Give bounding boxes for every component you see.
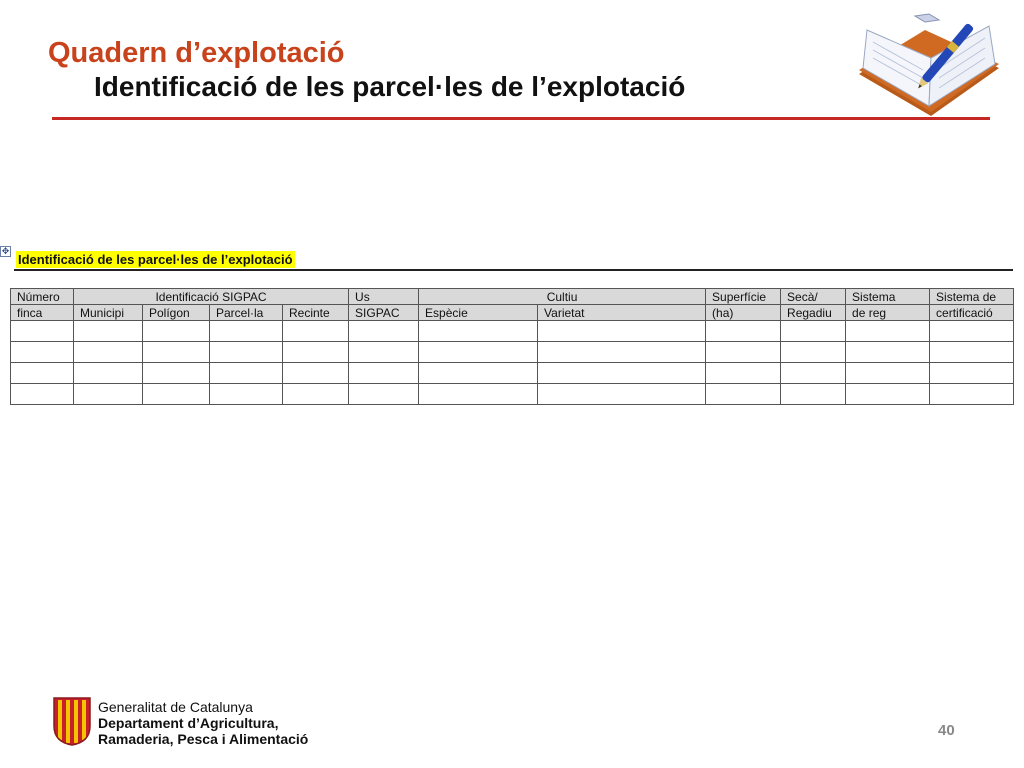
header-finca: finca [11, 305, 74, 321]
table-cell[interactable] [283, 342, 349, 363]
table-cell[interactable] [706, 342, 781, 363]
table-cell[interactable] [781, 363, 846, 384]
table-cell[interactable] [143, 384, 210, 405]
table-cell[interactable] [74, 384, 143, 405]
table-cell[interactable] [419, 342, 538, 363]
header-certificacio: certificació [930, 305, 1014, 321]
table-cell[interactable] [143, 363, 210, 384]
table-cell[interactable] [210, 321, 283, 342]
footer-dept-line1: Departament d’Agricultura, [98, 715, 279, 731]
table-cell[interactable] [930, 384, 1014, 405]
page-number: 40 [938, 722, 955, 739]
header-identificacio-sigpac: Identificació SIGPAC [74, 289, 349, 305]
table-row [11, 321, 1014, 342]
table-cell[interactable] [706, 363, 781, 384]
table-cell[interactable] [11, 363, 74, 384]
slide-subtitle: Identificació de les parcel·les de l’explotació [94, 71, 686, 102]
header-parcela: Parcel·la [210, 305, 283, 321]
table-cell[interactable] [11, 384, 74, 405]
table-cell[interactable] [538, 363, 706, 384]
header-sistema-certificacio: Sistema de [930, 289, 1014, 305]
footer-dept-line2: Ramaderia, Pesca i Alimentació [98, 731, 309, 747]
slide-title: Quadern d’explotació [48, 37, 345, 69]
table-cell[interactable] [781, 342, 846, 363]
header-cultiu: Cultiu [419, 289, 706, 305]
table-cell[interactable] [349, 342, 419, 363]
table-row [11, 363, 1014, 384]
table-move-handle[interactable]: ✥ [1, 246, 10, 256]
table-cell[interactable] [930, 363, 1014, 384]
table-cell[interactable] [781, 384, 846, 405]
footer-org-name: Generalitat de Catalunya [98, 699, 253, 715]
header-poligon: Polígon [143, 305, 210, 321]
table-cell[interactable] [419, 384, 538, 405]
table-heading: Identificació de les parcel·les de l’explotació [18, 252, 293, 267]
table-cell[interactable] [11, 342, 74, 363]
header-superficie: Superfície [706, 289, 781, 305]
table-cell[interactable] [846, 384, 930, 405]
table-cell[interactable] [143, 321, 210, 342]
table-cell[interactable] [11, 321, 74, 342]
table-cell[interactable] [538, 384, 706, 405]
header-regadiu: Regadiu [781, 305, 846, 321]
footer-organization [98, 699, 308, 747]
table-cell[interactable] [283, 321, 349, 342]
title-divider [52, 117, 990, 120]
header-de-reg: de reg [846, 305, 930, 321]
table-cell[interactable] [706, 321, 781, 342]
header-sistema-reg: Sistema [846, 289, 930, 305]
table-cell[interactable] [846, 342, 930, 363]
table-cell[interactable] [283, 384, 349, 405]
table-cell[interactable] [930, 321, 1014, 342]
table-cell[interactable] [74, 342, 143, 363]
header-seca: Secà/ [781, 289, 846, 305]
table-cell[interactable] [846, 321, 930, 342]
header-numero: Número [11, 289, 74, 305]
table-cell[interactable] [349, 384, 419, 405]
table-subheader-row [11, 305, 1014, 321]
table-cell[interactable] [846, 363, 930, 384]
table-cell[interactable] [706, 384, 781, 405]
header-sigpac: SIGPAC [349, 305, 419, 321]
table-cell[interactable] [538, 342, 706, 363]
table-cell[interactable] [74, 363, 143, 384]
table-row [11, 342, 1014, 363]
header-ha: (ha) [706, 305, 781, 321]
table-cell[interactable] [538, 321, 706, 342]
table-cell[interactable] [349, 363, 419, 384]
table-row [11, 384, 1014, 405]
table-cell[interactable] [419, 363, 538, 384]
table-cell[interactable] [210, 363, 283, 384]
table-cell[interactable] [283, 363, 349, 384]
parcel-table [10, 288, 1014, 405]
open-book-with-pen-icon [853, 12, 1003, 130]
heading-divider [14, 269, 1013, 271]
table-cell[interactable] [210, 384, 283, 405]
table-cell[interactable] [74, 321, 143, 342]
header-us: Us [349, 289, 419, 305]
header-especie: Espècie [419, 305, 538, 321]
table-body [11, 321, 1014, 405]
table-cell[interactable] [781, 321, 846, 342]
table-header-row [11, 289, 1014, 305]
table-cell[interactable] [419, 321, 538, 342]
table-cell[interactable] [210, 342, 283, 363]
header-recinte: Recinte [283, 305, 349, 321]
generalitat-logo-icon [52, 696, 92, 746]
table-cell[interactable] [930, 342, 1014, 363]
table-cell[interactable] [349, 321, 419, 342]
header-varietat: Varietat [538, 305, 706, 321]
table-cell[interactable] [143, 342, 210, 363]
header-municipi: Municipi [74, 305, 143, 321]
